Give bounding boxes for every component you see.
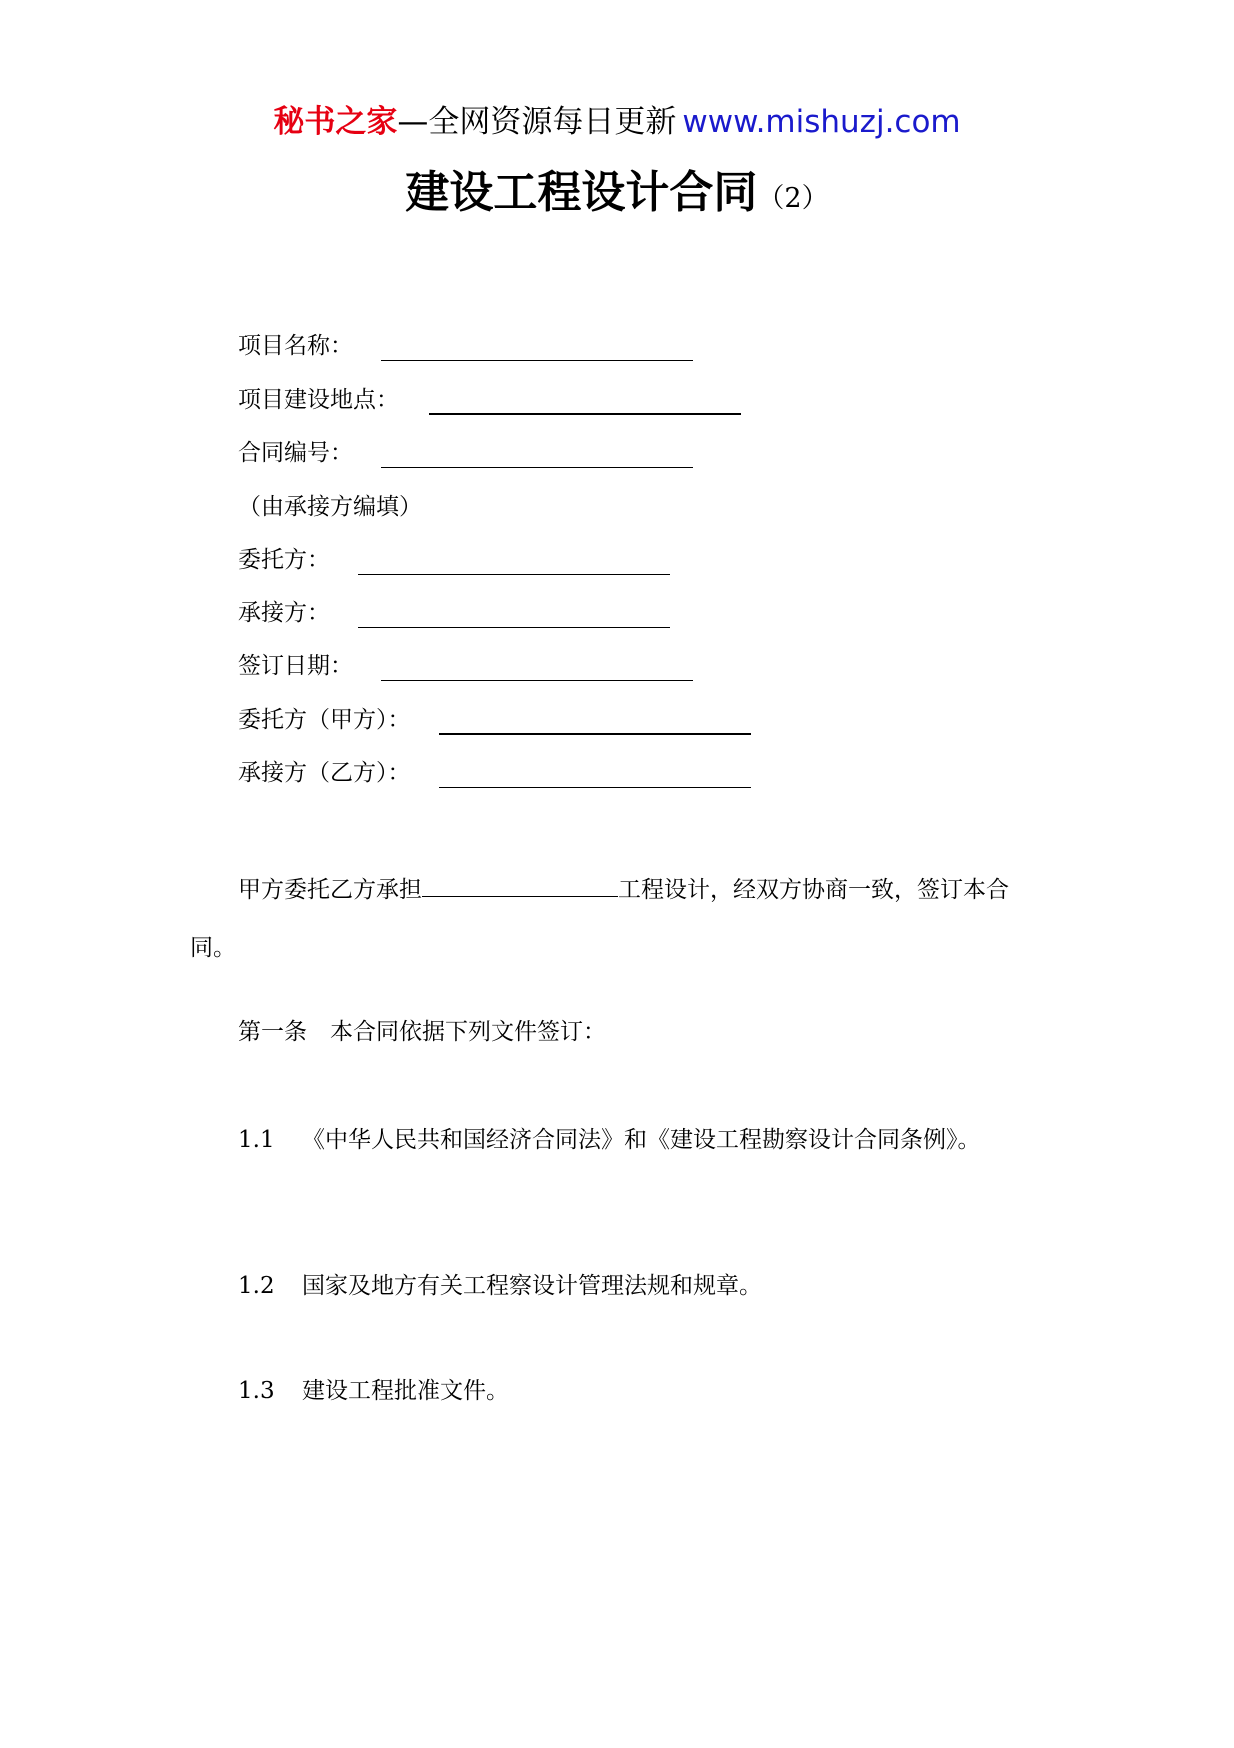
field-party-b <box>238 758 751 788</box>
field-party-a <box>238 705 751 735</box>
item-text: 建设工程批准文件。 <box>302 1378 509 1404</box>
item-text: 《中华人民共和国经济合同法》和《建设工程勘察设计合同条例》。 <box>302 1127 981 1153</box>
blank-line <box>439 705 751 735</box>
brand-name: 秘书之家 <box>273 104 398 140</box>
item-number: 1.3 <box>238 1378 275 1404</box>
field-label: 项目名称： <box>238 333 353 359</box>
field-note-text: （由承接方编填） <box>238 494 422 520</box>
field-project-name <box>238 331 693 361</box>
title-main: 建设工程设计合同 <box>405 167 758 218</box>
header-url[interactable]: www.mishuzj.com <box>682 104 961 140</box>
title-suffix: （2） <box>757 183 829 214</box>
header-tagline: —全网资源每日更新 <box>397 104 677 140</box>
blank-line <box>358 599 670 628</box>
item-text: 国家及地方有关工程察设计管理法规和规章。 <box>302 1273 762 1299</box>
field-label: 签订日期： <box>238 653 353 679</box>
field-project-location <box>238 385 741 415</box>
field-label: 委托方（甲方）： <box>238 707 411 733</box>
intro-text-before: 甲方委托乙方承担 <box>238 877 422 903</box>
field-label: 合同编号： <box>238 440 353 466</box>
field-label: 委托方： <box>238 547 330 573</box>
article-item <box>238 1271 762 1301</box>
field-note <box>238 492 422 522</box>
blank-line <box>381 652 693 681</box>
field-label: 承接方： <box>238 600 330 626</box>
blank-line <box>429 385 741 415</box>
blank-line <box>381 332 693 361</box>
field-label: 承接方（乙方）： <box>238 760 411 786</box>
article-item <box>238 1376 509 1406</box>
field-contractor <box>238 598 670 628</box>
field-sign-date <box>238 651 693 681</box>
item-number: 1.2 <box>238 1273 275 1299</box>
article-item <box>238 1125 981 1155</box>
field-client <box>238 545 670 575</box>
field-label: 项目建设地点： <box>238 387 399 413</box>
item-number: 1.1 <box>238 1127 275 1153</box>
project-blank <box>422 872 618 897</box>
blank-line <box>439 759 751 788</box>
intro-text-after: 工程设计，经双方协商一致，签订本合同。 <box>190 877 1009 961</box>
blank-line <box>381 439 693 468</box>
site-header <box>0 102 1234 142</box>
article-1-heading: 第一条 本合同依据下列文件签订： <box>238 1019 606 1045</box>
document-title <box>0 156 1234 220</box>
field-contract-number <box>238 438 693 468</box>
blank-line <box>358 546 670 575</box>
intro-paragraph <box>190 861 1050 977</box>
